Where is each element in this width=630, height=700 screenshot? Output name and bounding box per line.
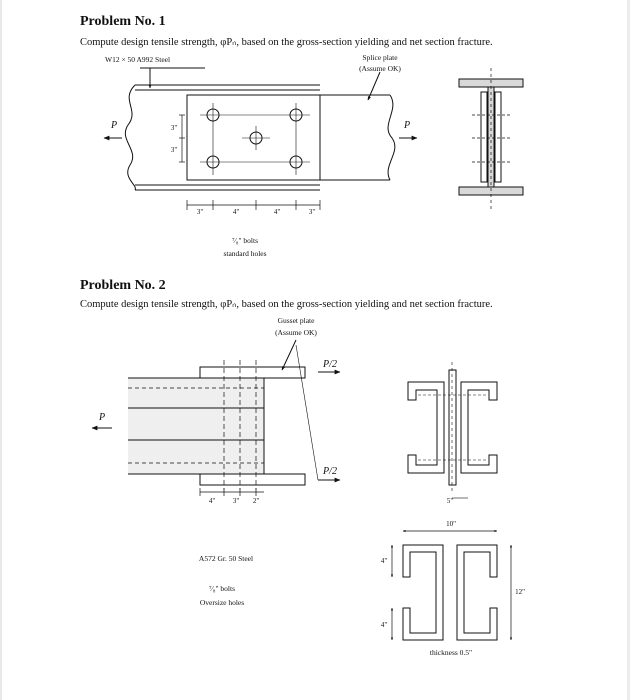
dim2-label-3: 2" (252, 497, 260, 505)
p1-bolts (200, 103, 310, 175)
p2-gusset-bottom (200, 474, 305, 485)
problem1-heading: Problem No. 1 (80, 14, 166, 29)
p1-break-left (125, 85, 135, 190)
hole-type-label-2: Oversize holes (199, 598, 245, 607)
half-load-label-top: P/2 (323, 359, 337, 370)
dim-4-bottom-label: 4" (380, 621, 388, 629)
splice-label-line1: Splice plate (362, 53, 398, 62)
problem2-statement: Compute design tensile strength, φPₙ, based on the gross-section yielding and net section fracture. (80, 299, 493, 310)
load-label-left: P (110, 120, 118, 131)
steel-grade-label: A572 Gr. 50 Steel (198, 554, 254, 563)
dim-4-top-label: 4" (380, 557, 388, 565)
p2-section-bolted (408, 362, 497, 498)
p1-plan-view (104, 68, 417, 210)
thickness-label: thickness 0.5" (429, 648, 473, 657)
dim-label-1: 3" (196, 208, 204, 216)
problem1-statement: Compute design tensile strength, φPₙ, based on the gross-section yielding and net section fracture. (80, 37, 493, 48)
p1-splice-plate (187, 95, 320, 180)
hole-type-label-1: standard holes (223, 249, 267, 258)
dim-10-label: 10" (446, 520, 456, 528)
p1-section-view (459, 68, 523, 210)
section-label: W12 × 50 A992 Steel (105, 55, 171, 64)
dim-5-label: 5" (446, 497, 454, 505)
gusset-label-line1: Gusset plate (277, 316, 315, 325)
bolt-size-label-1: ⁷⁄₈" bolts (231, 236, 259, 245)
half-load-label-bottom: P/2 (323, 466, 337, 477)
section-splice-right (495, 92, 501, 182)
problem2-heading: Problem No. 2 (80, 278, 166, 293)
load-label-p2: P (98, 412, 106, 423)
p1-break-right (388, 95, 395, 180)
bolt-size-label-2: ⁷⁄₈" bolts (208, 584, 236, 593)
dim-label-3: 4" (273, 208, 281, 216)
gusset-label-line2: (Assume OK) (275, 328, 317, 337)
load-label-right: P (403, 120, 411, 131)
dim-label-4: 3" (308, 208, 316, 216)
p2-plan-view (92, 340, 340, 496)
dim-12-label: 12" (515, 588, 525, 596)
dim2-label-1: 4" (208, 497, 216, 505)
dim-label-2: 4" (232, 208, 240, 216)
spacing-label-top: 3" (170, 124, 178, 132)
dim2-label-2: 3" (232, 497, 240, 505)
spacing-label-bottom: 3" (170, 146, 178, 154)
splice-leader (368, 72, 380, 100)
p2-section-dimensioned (392, 531, 511, 640)
section-splice-left (481, 92, 487, 182)
splice-label-line2: (Assume OK) (359, 64, 401, 73)
p2-gusset-top (200, 367, 305, 378)
